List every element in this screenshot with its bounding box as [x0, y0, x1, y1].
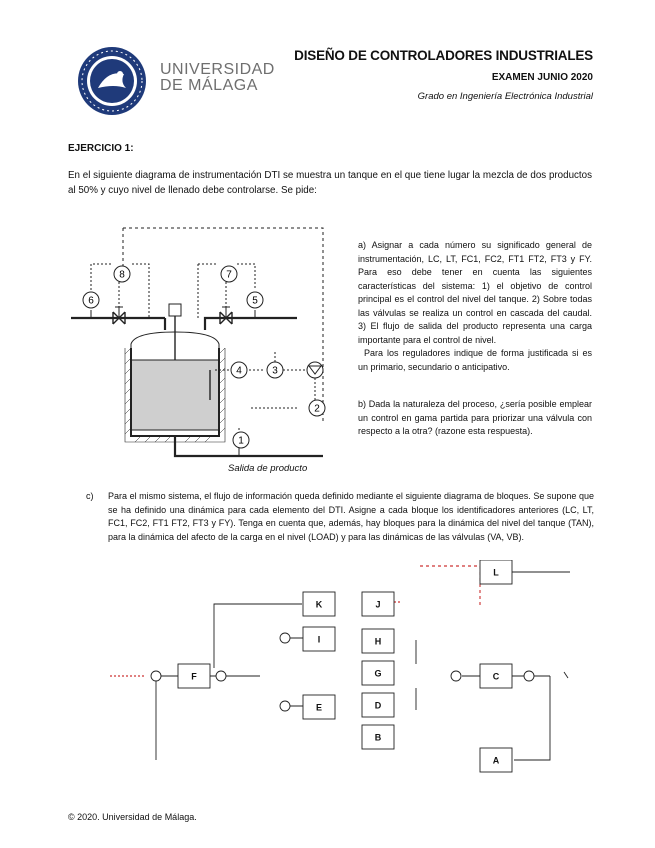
block-E: E	[315, 702, 323, 713]
block-L: L	[493, 567, 499, 578]
question-a-text: a) Asignar a cada número su significado general de instrumentación, LC, LT, FC1, FC2, FT1 FT2, FT3 y FY. Para eso debe tener en cuenta las siguientes características del sistema: 1) el objetivo de control principal es el control del nivel del tanque. 2) Sobre todas las válvulas se realiza un control en cascada del caudal. 3) El flujo de salida del producto representa una carga importante para el control de nivel.	[358, 240, 592, 345]
question-a-note: Para los reguladores indique de forma justificada si es un primario, secundario o anticipativo.	[358, 348, 592, 372]
exercise-intro: En el siguiente diagrama de instrumentación DTI se muestra un tanque en el que tiene lugar la mezcla de dos productos al 50% y cuyo nivel de llenado debe controlarse. Se pide:	[68, 170, 592, 196]
question-c	[86, 490, 594, 544]
university-name-line1: UNIVERSIDAD	[160, 61, 275, 78]
instrument-7: 7	[226, 269, 232, 281]
degree-name: Grado en Ingeniería Electrónica Industrial	[417, 91, 593, 102]
block-D: D	[374, 700, 382, 711]
dti-diagram	[65, 222, 330, 462]
block-C: C	[492, 671, 500, 682]
university-name	[160, 62, 275, 94]
block-I: I	[317, 634, 321, 645]
block-diagram	[110, 560, 580, 780]
dti-caption: Salida de producto	[228, 463, 308, 474]
block-A: A	[492, 755, 500, 766]
instrument-6: 6	[88, 295, 94, 307]
block-G: G	[374, 668, 382, 679]
university-name-line2: DE MÁLAGA	[160, 77, 258, 94]
block-J: J	[375, 599, 381, 610]
question-c-text: Para el mismo sistema, el flujo de información queda definido mediante el siguiente diagrama de bloques. Se supone que se ha definido una dinámica para cada elemento del DTI. Asigne a cada bloque los identificadores anteriores (LC, LT, FC1, FC2, FT1 FT2, FT3 y FY). Tenga en cuenta que, además, hay bloques para la dinámica del nivel del tanque (TAN), para la dinámica del afecto de la carga en el nivel (LOAD) y para las dinámicas de las válvulas (VA, VB).	[108, 491, 594, 542]
university-seal-logo	[68, 44, 156, 118]
exercise-title: EJERCICIO 1:	[68, 143, 134, 154]
instrument-5: 5	[252, 295, 258, 307]
instrument-4: 4	[236, 365, 242, 377]
block-H: H	[374, 636, 382, 647]
instrument-1: 1	[238, 435, 244, 447]
block-K: K	[315, 599, 323, 610]
block-F: F	[191, 671, 197, 682]
course-title: DISEÑO DE CONTROLADORES INDUSTRIALES	[294, 48, 593, 63]
question-a	[358, 239, 592, 374]
question-c-label: c)	[86, 491, 94, 501]
block-B: B	[374, 732, 382, 743]
instrument-2: 2	[314, 403, 320, 415]
question-b: b) Dada la naturaleza del proceso, ¿sería posible emplear un control en gama partida para priorizar una válvula con respecto a la otra? (razone esta respuesta).	[358, 399, 592, 436]
exam-title: EXAMEN JUNIO 2020	[491, 72, 593, 83]
footer-copyright: © 2020. Universidad de Málaga.	[68, 812, 197, 822]
instrument-8: 8	[119, 269, 125, 281]
instrument-3: 3	[272, 365, 278, 377]
